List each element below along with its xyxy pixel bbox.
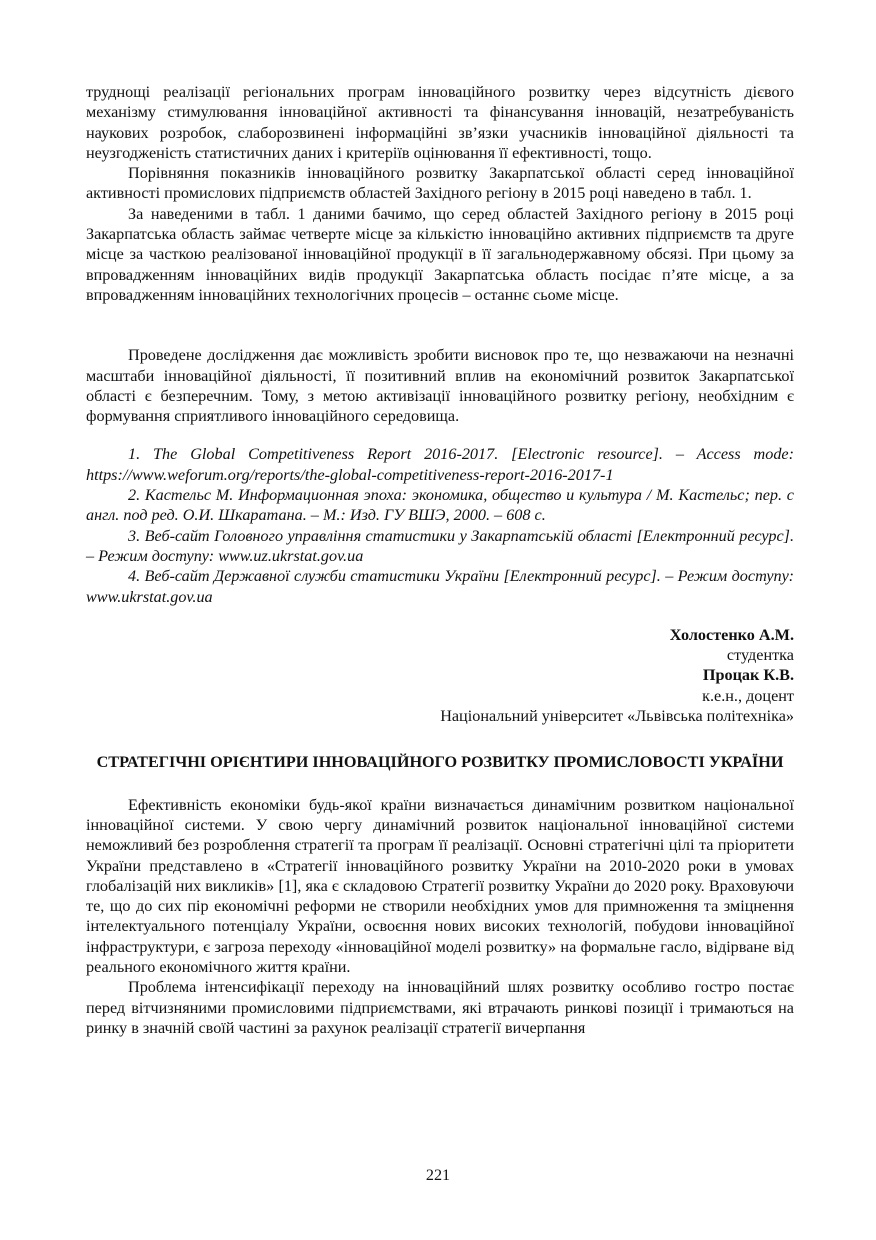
author-1-role: студентка: [726, 646, 794, 665]
reference-item: 3. Веб-сайт Головного управління статистики у Закарпатській області [Електронний ресурс]. – Режим доступу: www.uz.ukrstat.gov.ua: [86, 526, 794, 565]
spacer: [86, 426, 794, 444]
paragraph-continuation: труднощі реалізації регіональних програм інноваційного розвитку через відсутність дієвого механізму стимулювання інноваційної активності та фінансування інновацій, незатребуваність наукових розробок, слаборозвинені інформаційні зв’язки учасників інноваційної діяльності та неузгодженість статистичних даних і критеріїв оцінювання її ефективності, тощо.: [86, 83, 794, 162]
author-block: [86, 625, 794, 726]
reference-item: 4. Веб-сайт Державної служби статистики України [Електронний ресурс]. – Режим доступу: www.ukrstat.gov.ua: [86, 567, 794, 606]
author-2-role: к.е.н., доцент: [702, 686, 794, 705]
document-page: [86, 82, 794, 1038]
author-2-name: Процак К.В.: [702, 666, 794, 685]
page-number: 221: [425, 1166, 451, 1184]
affiliation: Національний університет «Львівська політехніка»: [440, 707, 794, 726]
paragraph-problem: Проблема інтенсифікації переходу на інноваційний шлях розвитку особливо гостро постає перед вітчизняними промисловими підприємствами, які втрачають ринкові позиції і тримаються на ринку в значній своїй частині за рахунок реалізації стратегії вичерпання: [86, 978, 794, 1037]
article-title: СТРАТЕГІЧНІ ОРІЄНТИРИ ІННОВАЦІЙНОГО РОЗВИТКУ ПРОМИСЛОВОСТІ УКРАЇНИ: [96, 753, 784, 772]
paragraph-intro: Ефективність економіки будь-якої країни визначається динамічним розвитком національної інноваційної системи. У свою чергу динамічний розвиток національної інноваційної системи неможливий без розроблення стратегії та програм її реалізації. Основні стратегічні цілі та пріоритети України представлено в «Стратегії інноваційного розвитку України на 2010-2020 роки в умовах глобалізацій них викликів» [1], яка є складовою Стратегії розвитку України до 2020 року. Враховуючи те, що до сих пір економічні реформи не створили необхідних умов для примноження та зміцнення інтелектуального потенціалу України, освоєння нових високих технологій, побудови інноваційної інфраструктури, є загроза переходу «інноваційної моделі розвитку» на формальне гасло, відірване від реального економічного життя країни.: [86, 795, 794, 976]
spacer: [86, 305, 794, 345]
author-1-name: Холостенко А.М.: [669, 625, 794, 644]
paragraph-comparison: Порівняння показників інноваційного розвитку Закарпатської області серед інноваційної активності промислових підприємств областей Західного регіону в 2015 році наведено в табл. 1.: [86, 164, 794, 203]
paragraph-findings: За наведеними в табл. 1 даними бачимо, що серед областей Західного регіону в 2015 році Закарпатська область займає четверте місце за кількістю інноваційно активних підприємств та друге місце за часткою реалізованої інноваційної продукції в її загальнодержавному обсязі. При цьому за впровадженням інноваційних видів продукції Закарпатська область посідає п’яте місце, а за впровадженням інноваційних технологічних процесів – останнє сьоме місце.: [86, 204, 794, 304]
references-list: [86, 444, 794, 606]
reference-item: 2. Кастельс М. Информационная эпоха: экономика, общество и культура / М. Кастельс; пер. с англ. под ред. О.И. Шкаратана. – М.: Изд. ГУ ВШЭ, 2000. – 608 с.: [86, 486, 794, 525]
reference-item: 1. The Global Competitiveness Report 2016-2017. [Electronic resource]. – Access mode: https://www.weforum.org/reports/the-global-competitiveness-report-2016-2017-1: [86, 445, 794, 484]
paragraph-conclusion: Проведене дослідження дає можливість зробити висновок про те, що незважаючи на незначні масштаби інноваційної діяльності, її позитивний вплив на економічний розвиток Закарпатської області є безперечним. Тому, з метою активізації інноваційного розвитку регіону, необхідним є формування сприятливого інноваційного середовища.: [86, 346, 794, 426]
